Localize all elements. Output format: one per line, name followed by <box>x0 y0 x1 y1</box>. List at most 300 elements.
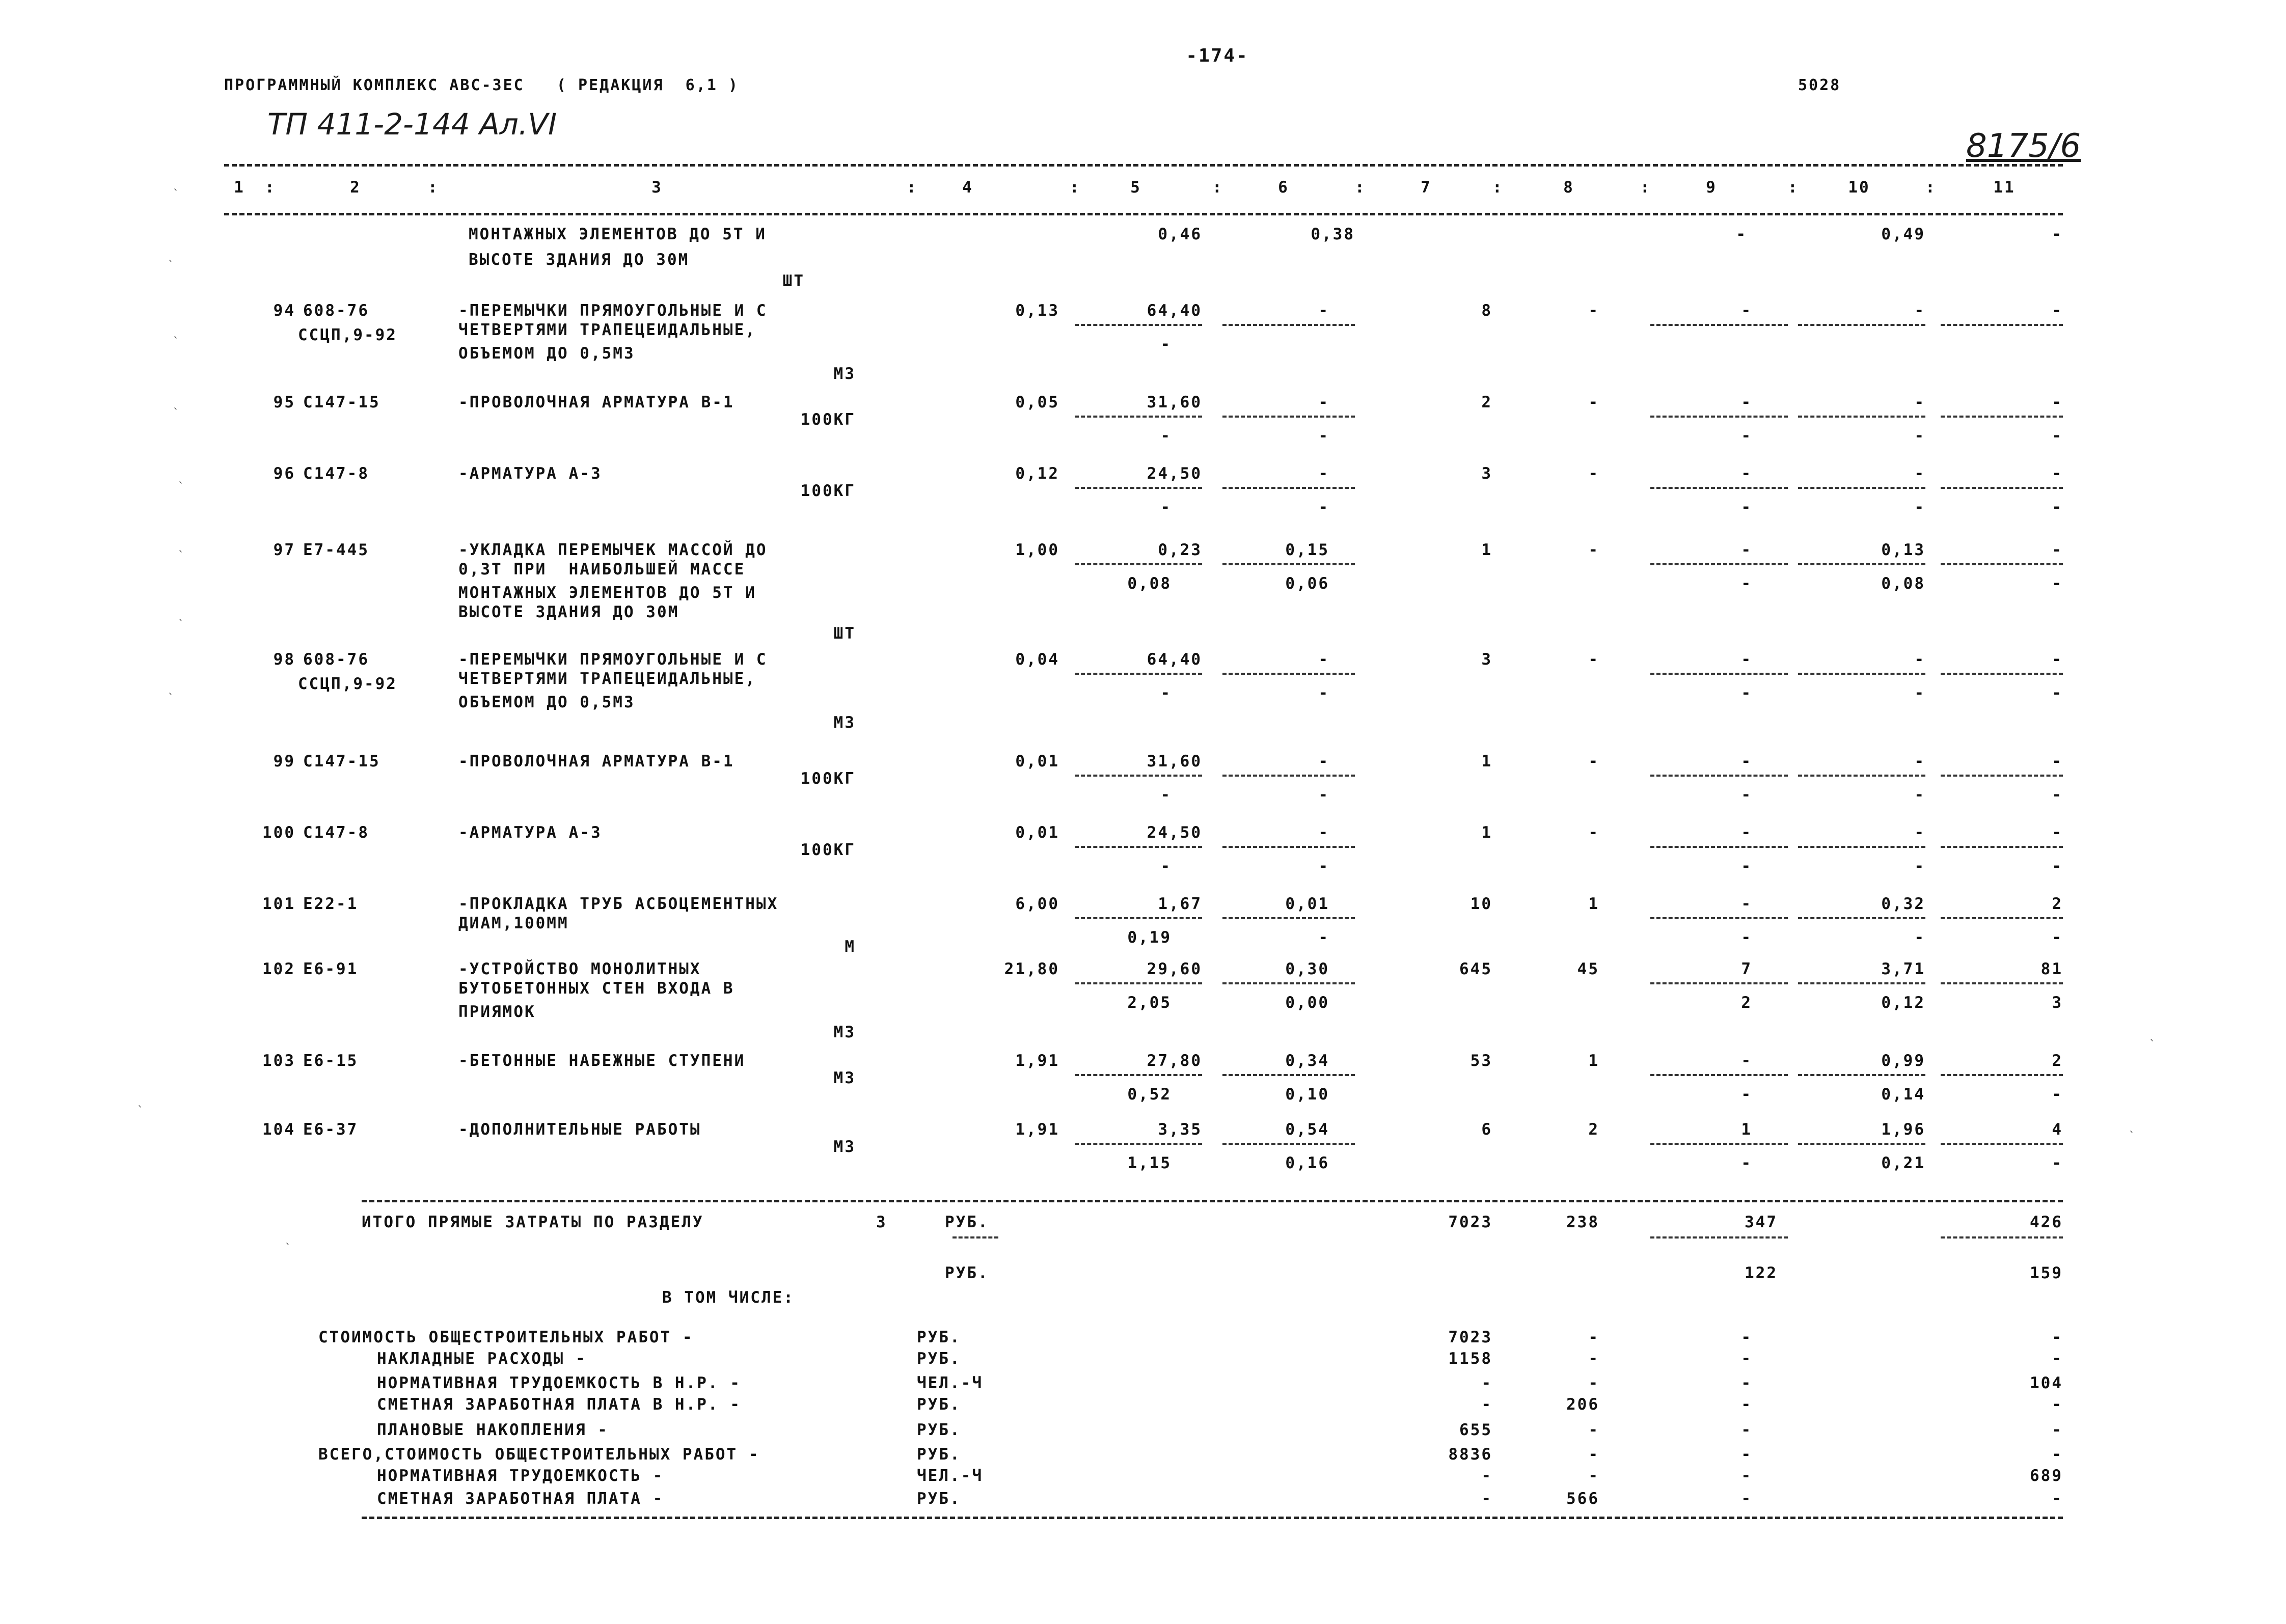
cell-rule <box>1941 982 2063 984</box>
labor-machines-total: - <box>2052 928 2063 947</box>
row-number: 102 <box>262 960 295 978</box>
rate-code-source: ССЦП,9-92 <box>298 326 397 344</box>
rate-code: Е7-445 <box>303 541 369 559</box>
machine-wages: - <box>1318 427 1329 445</box>
summary-wages: 566 <box>1566 1490 1599 1508</box>
work-description: -УКЛАДКА ПЕРЕМЫЧЕК МАССОЙ ДО <box>458 541 768 559</box>
handwritten-title: ТП 411-2-144 Ал.VI <box>267 107 557 142</box>
work-description: -АРМАТУРА А-3 <box>458 823 602 842</box>
column-separator: : <box>1212 178 1223 197</box>
row-number: 103 <box>262 1052 295 1070</box>
column-header-2: 2 <box>350 178 361 197</box>
row-number: 95 <box>273 393 295 411</box>
cell-rule <box>1650 846 1788 848</box>
machine-wages: - <box>1318 684 1329 702</box>
total-machines: - <box>1741 752 1752 770</box>
unit-label: М3 <box>833 713 856 732</box>
labor-machines: 0,14 <box>1881 1085 1925 1104</box>
work-description: -УСТРОЙСТВО МОНОЛИТНЫХ <box>458 960 701 978</box>
cell-rule <box>1075 1074 1202 1076</box>
unit-cost: 27,80 <box>1147 1052 1202 1070</box>
column-separator: : <box>1492 178 1504 197</box>
totals-top-rule <box>362 1200 2063 1202</box>
labor-machines: - <box>1914 857 1925 875</box>
column-separator: : <box>1640 178 1651 197</box>
summary-machines: - <box>1741 1490 1752 1508</box>
cell-rule <box>1798 846 1925 848</box>
cell-rule <box>1222 563 1355 565</box>
summary-wages: 206 <box>1566 1395 1599 1414</box>
rate-code: С147-15 <box>303 393 380 411</box>
column-separator: : <box>1070 178 1081 197</box>
quantity: 6,00 <box>1015 895 1059 913</box>
cell-rule <box>1650 416 1788 418</box>
unit-wages: 0,52 <box>1127 1085 1172 1104</box>
cell-rule <box>1941 673 2063 675</box>
cell-rule <box>1650 673 1788 675</box>
machine-wages-total: - <box>1741 928 1752 947</box>
cell-rule <box>1075 775 1202 777</box>
machine-wages: 0,06 <box>1285 574 1329 593</box>
quantity: 0,04 <box>1015 650 1059 669</box>
total-machines: 1 <box>1741 1120 1752 1139</box>
summary-cost: 8836 <box>1448 1445 1492 1464</box>
cell-rule <box>1798 324 1925 326</box>
summary-labor: - <box>2052 1490 2063 1508</box>
work-description: -ПРОВОЛОЧНАЯ АРМАТУРА В-1 <box>458 393 734 411</box>
table-header-rule <box>224 213 2063 215</box>
work-description: ЧЕТВЕРТЯМИ ТРАПЕЦЕИДАЛЬНЫЕ, <box>458 321 756 339</box>
scan-artifact: ˎ <box>178 609 184 621</box>
machine-wages: - <box>1318 786 1329 804</box>
cell-rule <box>1222 487 1355 489</box>
labor-unit: 0,99 <box>1881 1052 1925 1070</box>
total-label: ИТОГО ПРЯМЫЕ ЗАТРАТЫ ПО РАЗДЕЛУ <box>362 1213 704 1231</box>
labor-machines-total: - <box>2052 574 2063 593</box>
cell-rule <box>1222 917 1355 919</box>
cell-rule <box>1798 1143 1925 1145</box>
total-cost: 53 <box>1470 1052 1492 1070</box>
rate-code: Е6-91 <box>303 960 359 978</box>
total-wages: - <box>1588 541 1599 559</box>
machine-wages-total: - <box>1741 574 1752 593</box>
unit-cost-machines: - <box>1318 650 1329 669</box>
cell-rule <box>1650 1143 1788 1145</box>
summary-cost: - <box>1481 1490 1492 1508</box>
cell-rule <box>1650 487 1788 489</box>
summary-wages: - <box>1588 1445 1599 1464</box>
summary-labor: - <box>2052 1328 2063 1346</box>
summary-unit: РУБ. <box>917 1350 961 1368</box>
summary-unit: ЧЕЛ.-Ч <box>917 1374 983 1392</box>
summary-labor: 689 <box>2030 1467 2063 1485</box>
scan-artifact: ˎ <box>178 540 184 553</box>
unit-wages: 0,08 <box>1127 574 1172 593</box>
labor-unit: 3,71 <box>1881 960 1925 978</box>
machine-wages: - <box>1318 857 1329 875</box>
total-machines: - <box>1741 895 1752 913</box>
summary-machines: - <box>1741 1350 1752 1368</box>
summary-labor: - <box>2052 1421 2063 1439</box>
unit-cost: 64,40 <box>1147 650 1202 669</box>
labor-total: 2 <box>2052 1052 2063 1070</box>
unit-cost: 31,60 <box>1147 393 1202 411</box>
work-description: ЧЕТВЕРТЯМИ ТРАПЕЦЕИДАЛЬНЫЕ, <box>458 670 756 688</box>
column-header-3: 3 <box>651 178 663 197</box>
labor-machines: - <box>1914 684 1925 702</box>
cell-rule <box>1650 1236 1788 1238</box>
cell-rule <box>1075 416 1202 418</box>
row-number: 96 <box>273 464 295 483</box>
cell-rule <box>1075 917 1202 919</box>
unit-cost: 29,60 <box>1147 960 1202 978</box>
unit-cost-machines: - <box>1318 393 1329 411</box>
unit-cost: 64,40 <box>1147 301 1202 320</box>
scan-artifact: ˎ <box>2129 1120 2135 1133</box>
work-description: 0,3Т ПРИ НАИБОЛЬШЕЙ МАССЕ <box>458 560 746 579</box>
labor-unit: - <box>1914 752 1925 770</box>
work-description: ДИАМ,100ММ <box>458 914 569 932</box>
total-wages: 1 <box>1588 895 1599 913</box>
including-heading: В ТОМ ЧИСЛЕ: <box>662 1288 795 1307</box>
cell-rule <box>1222 324 1355 326</box>
labor-total: - <box>2052 752 2063 770</box>
work-description: МОНТАЖНЫХ ЭЛЕМЕНТОВ ДО 5Т И <box>458 584 756 602</box>
row-number: 100 <box>262 823 295 842</box>
labor-total: - <box>2052 393 2063 411</box>
cell-rule <box>1075 324 1202 326</box>
row-number: 99 <box>273 752 295 770</box>
cell-rule <box>1798 563 1925 565</box>
total-machine-wages: 122 <box>1745 1264 1778 1282</box>
labor-machines-total: - <box>2052 427 2063 445</box>
cell-col5: 0,46 <box>1158 225 1202 243</box>
unit-label: 100КГ <box>800 841 856 859</box>
machine-wages-total: - <box>1741 857 1752 875</box>
labor-unit: 0,13 <box>1881 541 1925 559</box>
labor-machines-total: - <box>2052 786 2063 804</box>
unit-label: 100КГ <box>800 482 856 500</box>
labor-unit: 1,96 <box>1881 1120 1925 1139</box>
cell-rule <box>1798 416 1925 418</box>
cell-rule <box>1222 1143 1355 1145</box>
scan-artifact: ˎ <box>173 178 179 191</box>
total-wages: 238 <box>1566 1213 1599 1231</box>
cell-rule <box>1075 1143 1202 1145</box>
labor-machines-total: 3 <box>2052 994 2063 1012</box>
unit-wages: - <box>1160 498 1172 516</box>
quantity: 0,13 <box>1015 301 1059 320</box>
labor-machines: - <box>1914 427 1925 445</box>
cell-rule <box>1650 917 1788 919</box>
cell-rule <box>1941 416 2063 418</box>
cell-rule <box>1798 487 1925 489</box>
labor-machines: - <box>1914 786 1925 804</box>
total-machines: - <box>1741 823 1752 842</box>
cell-rule <box>1075 846 1202 848</box>
summary-unit: РУБ. <box>917 1421 961 1439</box>
labor-machines-total: - <box>2052 1085 2063 1104</box>
total-wages: - <box>1588 301 1599 320</box>
unit-wages: - <box>1160 684 1172 702</box>
summary-label: СТОИМОСТЬ ОБЩЕСТРОИТЕЛЬНЫХ РАБОТ - <box>318 1328 694 1346</box>
summary-cost: 7023 <box>1448 1328 1492 1346</box>
scan-artifact: ˎ <box>2149 1029 2155 1041</box>
machine-wages: 0,16 <box>1285 1154 1329 1172</box>
cell-rule <box>1650 324 1788 326</box>
unit-label: М3 <box>833 1138 856 1156</box>
unit-cost: 1,67 <box>1158 895 1202 913</box>
unit-cost: 0,23 <box>1158 541 1202 559</box>
machine-wages-total: - <box>1741 1154 1752 1172</box>
summary-label: НАКЛАДНЫЕ РАСХОДЫ - <box>377 1350 587 1368</box>
total-labor: 426 <box>2030 1213 2063 1231</box>
unit-wages: 2,05 <box>1127 994 1172 1012</box>
total-cost: 3 <box>1481 464 1492 483</box>
cell-rule <box>1941 846 2063 848</box>
summary-wages: - <box>1588 1350 1599 1368</box>
unit-cost: 24,50 <box>1147 464 1202 483</box>
total-unit: РУБ. <box>945 1213 989 1231</box>
summary-cost: 1158 <box>1448 1350 1492 1368</box>
labor-unit: - <box>1914 464 1925 483</box>
row-number: 104 <box>262 1120 295 1139</box>
cell-rule <box>1798 917 1925 919</box>
quantity: 1,91 <box>1015 1120 1059 1139</box>
summary-unit: РУБ. <box>917 1328 961 1346</box>
labor-unit: - <box>1914 393 1925 411</box>
total-cost: 10 <box>1470 895 1492 913</box>
unit-cost-machines: 0,01 <box>1285 895 1329 913</box>
summary-machines: - <box>1741 1374 1752 1392</box>
work-description: БУТОБЕТОННЫХ СТЕН ВХОДА В <box>458 979 734 998</box>
labor-unit: 0,32 <box>1881 895 1925 913</box>
total-machines: 7 <box>1741 960 1752 978</box>
rate-code-source: ССЦП,9-92 <box>298 675 397 693</box>
total-machines: 347 <box>1745 1213 1778 1231</box>
rate-code: Е22-1 <box>303 895 359 913</box>
quantity: 21,80 <box>1004 960 1059 978</box>
column-header-5: 5 <box>1130 178 1141 197</box>
work-description: -ПРОКЛАДКА ТРУБ АСБОЦЕМЕНТНЫХ <box>458 895 779 913</box>
column-separator: : <box>1788 178 1799 197</box>
summary-unit: РУБ. <box>917 1395 961 1414</box>
scan-artifact: ˎ <box>138 1095 143 1108</box>
rate-code: С147-8 <box>303 823 369 842</box>
work-description: -АРМАТУРА А-3 <box>458 464 602 483</box>
unit-wages: - <box>1160 335 1172 353</box>
summary-label: НОРМАТИВНАЯ ТРУДОЕМКОСТЬ В Н.Р. - <box>377 1374 741 1392</box>
unit-wages: 0,19 <box>1127 928 1172 947</box>
unit-label: ШТ <box>833 624 856 643</box>
summary-label: СМЕТНАЯ ЗАРАБОТНАЯ ПЛАТА В Н.Р. - <box>377 1395 741 1414</box>
summary-cost: - <box>1481 1467 1492 1485</box>
cell-rule <box>1650 982 1788 984</box>
cell-rule <box>1941 1143 2063 1145</box>
total-unit: РУБ. <box>945 1264 989 1282</box>
machine-wages-total: - <box>1741 786 1752 804</box>
continued-description: ВЫСОТЕ ЗДАНИЯ ДО 30М <box>469 251 690 269</box>
rate-code: 608-76 <box>303 301 369 320</box>
cell-rule <box>1222 673 1355 675</box>
unit-cost: 24,50 <box>1147 823 1202 842</box>
unit-cost: 31,60 <box>1147 752 1202 770</box>
row-number: 97 <box>273 541 295 559</box>
scan-artifact: ˎ <box>168 250 174 262</box>
column-separator: : <box>1925 178 1937 197</box>
unit-wages: - <box>1160 427 1172 445</box>
labor-unit: - <box>1914 650 1925 669</box>
continued-description: МОНТАЖНЫХ ЭЛЕМЕНТОВ ДО 5Т И <box>469 225 767 243</box>
summary-unit: ЧЕЛ.-Ч <box>917 1467 983 1485</box>
cell-col11: - <box>2052 225 2063 243</box>
machine-wages-total: 2 <box>1741 994 1752 1012</box>
labor-total: 4 <box>2052 1120 2063 1139</box>
total-cost: 645 <box>1459 960 1492 978</box>
summary-machines: - <box>1741 1421 1752 1439</box>
column-separator: : <box>1355 178 1366 197</box>
summary-wages: - <box>1588 1328 1599 1346</box>
labor-machines-total: - <box>2052 684 2063 702</box>
summary-wages: - <box>1588 1421 1599 1439</box>
summary-bottom-rule <box>362 1517 2063 1519</box>
unit-label: М <box>845 938 856 956</box>
work-description: -ПЕРЕМЫЧКИ ПРЯМОУГОЛЬНЫЕ И С <box>458 301 768 320</box>
cell-col9: - <box>1736 225 1747 243</box>
cell-rule <box>1075 673 1202 675</box>
unit-cost-machines: 0,54 <box>1285 1120 1329 1139</box>
quantity: 1,00 <box>1015 541 1059 559</box>
unit-label: ШТ <box>782 272 805 290</box>
cell-col6: 0,38 <box>1311 225 1355 243</box>
column-header-1: 1 <box>234 178 245 197</box>
summary-unit: РУБ. <box>917 1490 961 1508</box>
quantity: 0,01 <box>1015 823 1059 842</box>
work-description: -БЕТОННЫЕ НАБЕЖНЫЕ СТУПЕНИ <box>458 1052 746 1070</box>
rate-code: Е6-15 <box>303 1052 359 1070</box>
rate-code: С147-8 <box>303 464 369 483</box>
summary-cost: - <box>1481 1374 1492 1392</box>
cell-col10: 0,49 <box>1881 225 1925 243</box>
total-wages: 45 <box>1577 960 1599 978</box>
program-header: ПРОГРАММНЫЙ КОМПЛЕКС АВС-ЗЕС ( РЕДАКЦИЯ 6,1 ) <box>224 76 739 94</box>
labor-machines-total: - <box>2052 498 2063 516</box>
unit-cost-machines: 0,34 <box>1285 1052 1329 1070</box>
labor-total: 2 <box>2052 895 2063 913</box>
cell-rule <box>1798 673 1925 675</box>
machine-wages: 0,00 <box>1285 994 1329 1012</box>
unit-cost-machines: - <box>1318 301 1329 320</box>
summary-label: НОРМАТИВНАЯ ТРУДОЕМКОСТЬ - <box>377 1467 664 1485</box>
cell-rule <box>1650 1074 1788 1076</box>
unit-cost-machines: 0,30 <box>1285 960 1329 978</box>
labor-machines: - <box>1914 498 1925 516</box>
summary-machines: - <box>1741 1467 1752 1485</box>
document-code: 5028 <box>1798 76 1841 94</box>
total-cost: 3 <box>1481 650 1492 669</box>
unit-wages: 1,15 <box>1127 1154 1172 1172</box>
summary-label: ПЛАНОВЫЕ НАКОПЛЕНИЯ - <box>377 1421 609 1439</box>
labor-machines-total: - <box>2052 857 2063 875</box>
total-cost: 7023 <box>1448 1213 1492 1231</box>
work-description: ОБЪЕМОМ ДО 0,5М3 <box>458 344 635 363</box>
unit-cost-machines: - <box>1318 464 1329 483</box>
total-labor-machines: 159 <box>2030 1264 2063 1282</box>
scan-artifact: ˎ <box>168 682 174 695</box>
labor-total: - <box>2052 464 2063 483</box>
total-machines: - <box>1741 464 1752 483</box>
total-cost: 1 <box>1481 541 1492 559</box>
cell-rule <box>1941 1074 2063 1076</box>
column-header-10: 10 <box>1848 178 1870 197</box>
work-description: -ПЕРЕМЫЧКИ ПРЯМОУГОЛЬНЫЕ И С <box>458 650 768 669</box>
unit-wages: - <box>1160 786 1172 804</box>
unit-label: М3 <box>833 365 856 383</box>
table-top-rule <box>224 164 2063 167</box>
summary-label: ВСЕГО,СТОИМОСТЬ ОБЩЕСТРОИТЕЛЬНЫХ РАБОТ - <box>318 1445 760 1464</box>
scan-artifact: ˎ <box>285 1232 291 1245</box>
unit-cost: 3,35 <box>1158 1120 1202 1139</box>
unit-wages: - <box>1160 857 1172 875</box>
quantity: 0,12 <box>1015 464 1059 483</box>
total-machines: - <box>1741 301 1752 320</box>
rate-code: Е6-37 <box>303 1120 359 1139</box>
column-header-11: 11 <box>1993 178 2016 197</box>
unit-label: М3 <box>833 1069 856 1087</box>
total-wages: 1 <box>1588 1052 1599 1070</box>
column-header-7: 7 <box>1421 178 1432 197</box>
cell-rule <box>1222 982 1355 984</box>
total-wages: - <box>1588 464 1599 483</box>
column-header-8: 8 <box>1563 178 1574 197</box>
total-machines: - <box>1741 1052 1752 1070</box>
row-number: 101 <box>262 895 295 913</box>
work-description: ОБЪЕМОМ ДО 0,5М3 <box>458 693 635 711</box>
cell-rule <box>1941 487 2063 489</box>
labor-unit: - <box>1914 823 1925 842</box>
labor-machines: 0,21 <box>1881 1154 1925 1172</box>
quantity: 0,01 <box>1015 752 1059 770</box>
row-number: 94 <box>273 301 295 320</box>
cell-rule <box>1650 563 1788 565</box>
cell-rule <box>1075 487 1202 489</box>
cell-rule <box>1941 775 2063 777</box>
labor-total: - <box>2052 650 2063 669</box>
summary-machines: - <box>1741 1328 1752 1346</box>
unit-label: М3 <box>833 1023 856 1041</box>
summary-wages: - <box>1588 1467 1599 1485</box>
column-header-4: 4 <box>962 178 973 197</box>
summary-cost: 655 <box>1459 1421 1492 1439</box>
labor-machines: 0,08 <box>1881 574 1925 593</box>
work-description: -ПРОВОЛОЧНАЯ АРМАТУРА В-1 <box>458 752 734 770</box>
total-cost: 1 <box>1481 752 1492 770</box>
total-cost: 1 <box>1481 823 1492 842</box>
cell-rule <box>1798 982 1925 984</box>
total-wages: - <box>1588 393 1599 411</box>
machine-wages-total: - <box>1741 498 1752 516</box>
total-cost: 8 <box>1481 301 1492 320</box>
quantity: 1,91 <box>1015 1052 1059 1070</box>
cell-rule <box>1798 1074 1925 1076</box>
work-description: ПРИЯМОК <box>458 1003 536 1021</box>
labor-total: - <box>2052 823 2063 842</box>
machine-wages-total: - <box>1741 427 1752 445</box>
column-header-6: 6 <box>1278 178 1289 197</box>
total-section: 3 <box>876 1213 887 1231</box>
cell-rule <box>1941 1236 2063 1238</box>
machine-wages-total: - <box>1741 1085 1752 1104</box>
